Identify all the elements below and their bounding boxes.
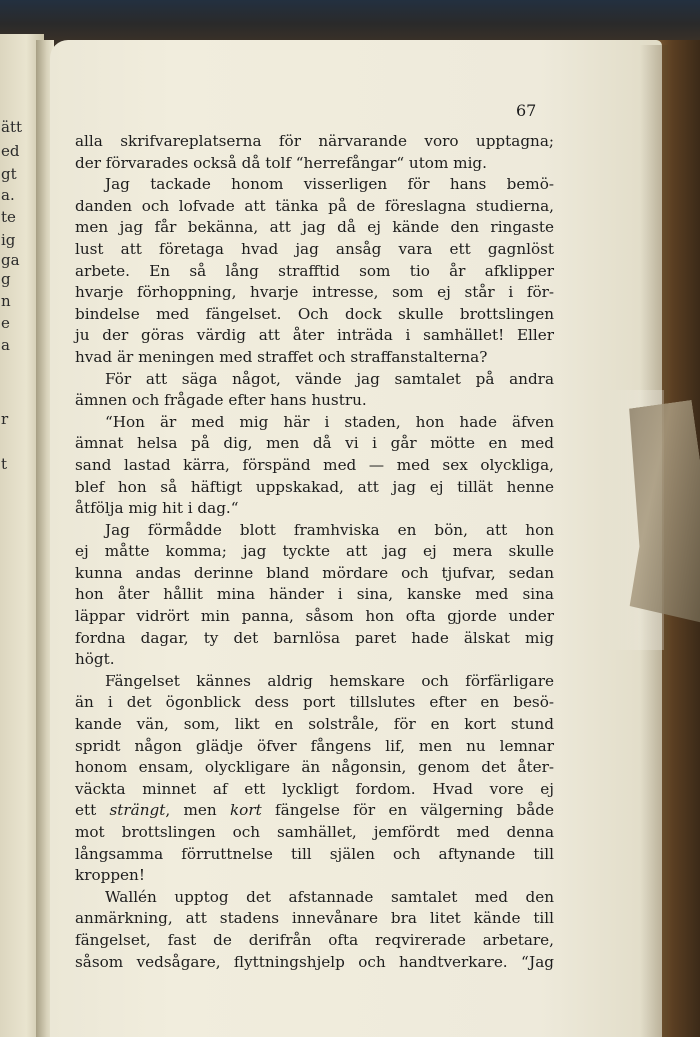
text-line: väckta minnet af ett lyckligt fordom. Hvad vore ej — [75, 779, 554, 798]
text-line: danden och lofvade att tänka på de föreslagna studierna, — [75, 196, 554, 215]
left-page-fragment: ga — [1, 251, 20, 269]
text-line: “Hon är med mig här i staden, hon hade äfven — [105, 412, 554, 431]
left-page-fragment: ig — [1, 231, 16, 249]
left-page-fragment: a. — [1, 186, 15, 204]
left-page-fragment: g — [1, 270, 11, 288]
text-line: honom ensam, olyckligare än någonsin, genom det åter- — [75, 758, 554, 777]
text-line: blef hon så häftigt uppskakad, att jag ej tillät henne — [75, 477, 554, 496]
text-line: fängelset, fast de derifrån ofta reqvirerade arbetare, — [75, 930, 554, 949]
text-line: lust att företaga hvad jag ansåg vara ett gagnlöst — [75, 239, 554, 258]
text-line: hvarje förhoppning, hvarje intresse, som ej står i för- — [75, 283, 554, 302]
text-line: anmärkning, att stadens innevånare bra litet kände till — [75, 909, 554, 928]
left-page-fragment: gt — [1, 165, 17, 183]
text-line: Fängelset kännes aldrig hemskare och förfärligare — [105, 671, 554, 690]
text-line: ej måtte komma; jag tyckte att jag ej mera skulle — [75, 542, 554, 561]
left-page-fragment: a — [1, 336, 10, 354]
text-line: läppar vidrört min panna, såsom hon ofta gjorde under — [75, 607, 554, 626]
text-line: mot brottslingen och samhället, jemfördt med denna — [75, 823, 554, 841]
text-line: högt. — [75, 650, 115, 669]
left-page-fragment: te — [1, 208, 16, 226]
text-line: än i det ögonblick dess port tillslutes efter en besö- — [75, 693, 554, 712]
page-number: 67 — [516, 101, 537, 120]
italic-word: kort — [229, 801, 262, 820]
text-line: För att säga något, vände jag samtalet på andra — [105, 369, 554, 388]
text-line: bindelse med fängelset. Och dock skulle brottslingen — [75, 304, 554, 323]
text-line: åtfölja mig hit i dag.“ — [75, 499, 239, 518]
text-line: Wallén upptog det afstannade samtalet med den — [105, 887, 554, 906]
text-line: ämnen och frågade efter hans hustru. — [75, 391, 367, 410]
text-line: hvad är meningen med straffet och straffanstalterna? — [75, 347, 488, 366]
text-line: men jag får bekänna, att jag då ej kände den ringaste — [75, 218, 554, 237]
left-page-fragment: e — [1, 314, 10, 332]
text-line: såsom vedsågare, flyttningshjelp och handtverkare. “Jag — [75, 952, 554, 971]
body-text — [75, 131, 554, 973]
text-line — [75, 800, 554, 822]
text-segment: , men — [165, 801, 230, 820]
text-line: spridt någon glädje öfver fångens lif, men nu lemnar — [75, 736, 554, 755]
left-page-fragment: r — [1, 410, 9, 428]
text-line: hon åter hållit mina händer i sina, kanske med sina — [75, 585, 554, 604]
text-line: ämnat helsa på dig, men då vi i går mötte en med — [75, 434, 554, 453]
left-page-fragment: t — [1, 455, 8, 473]
left-page-fragment: n — [1, 292, 11, 310]
text-line: der förvarades också då tolf “herrefångar“ utom mig. — [75, 153, 487, 172]
text-segment: ett — [75, 801, 110, 820]
italic-word: strängt — [109, 801, 166, 820]
text-line: ju der göras värdig att åter inträda i samhället! Eller — [75, 326, 554, 345]
text-line: alla skrifvareplatserna för närvarande voro upptagna; — [75, 132, 554, 150]
text-line: kande vän, som, likt en solstråle, för en kort stund — [75, 715, 554, 734]
text-line: fordna dagar, ty det barnlösa paret hade älskat mig — [75, 628, 554, 647]
text-line: sand lastad kärra, förspänd med — med sex olyckliga, — [75, 455, 554, 474]
text-line: långsamma förruttnelse till själen och aftynande till — [75, 844, 554, 863]
text-line: kroppen! — [75, 866, 145, 885]
left-page-fragment: ed — [1, 142, 20, 160]
left-page-fragment: ätt — [1, 118, 22, 136]
text-line: kunna andas derinne bland mördare och tjufvar, sedan — [75, 563, 554, 582]
text-segment: fängelse för en välgerning både — [261, 801, 554, 820]
text-line: arbete. En så lång strafftid som tio år afklipper — [75, 261, 554, 280]
text-line: Jag tackade honom visserligen för hans bemö- — [105, 175, 554, 194]
text-line: Jag förmådde blott framhviska en bön, att hon — [105, 520, 554, 539]
